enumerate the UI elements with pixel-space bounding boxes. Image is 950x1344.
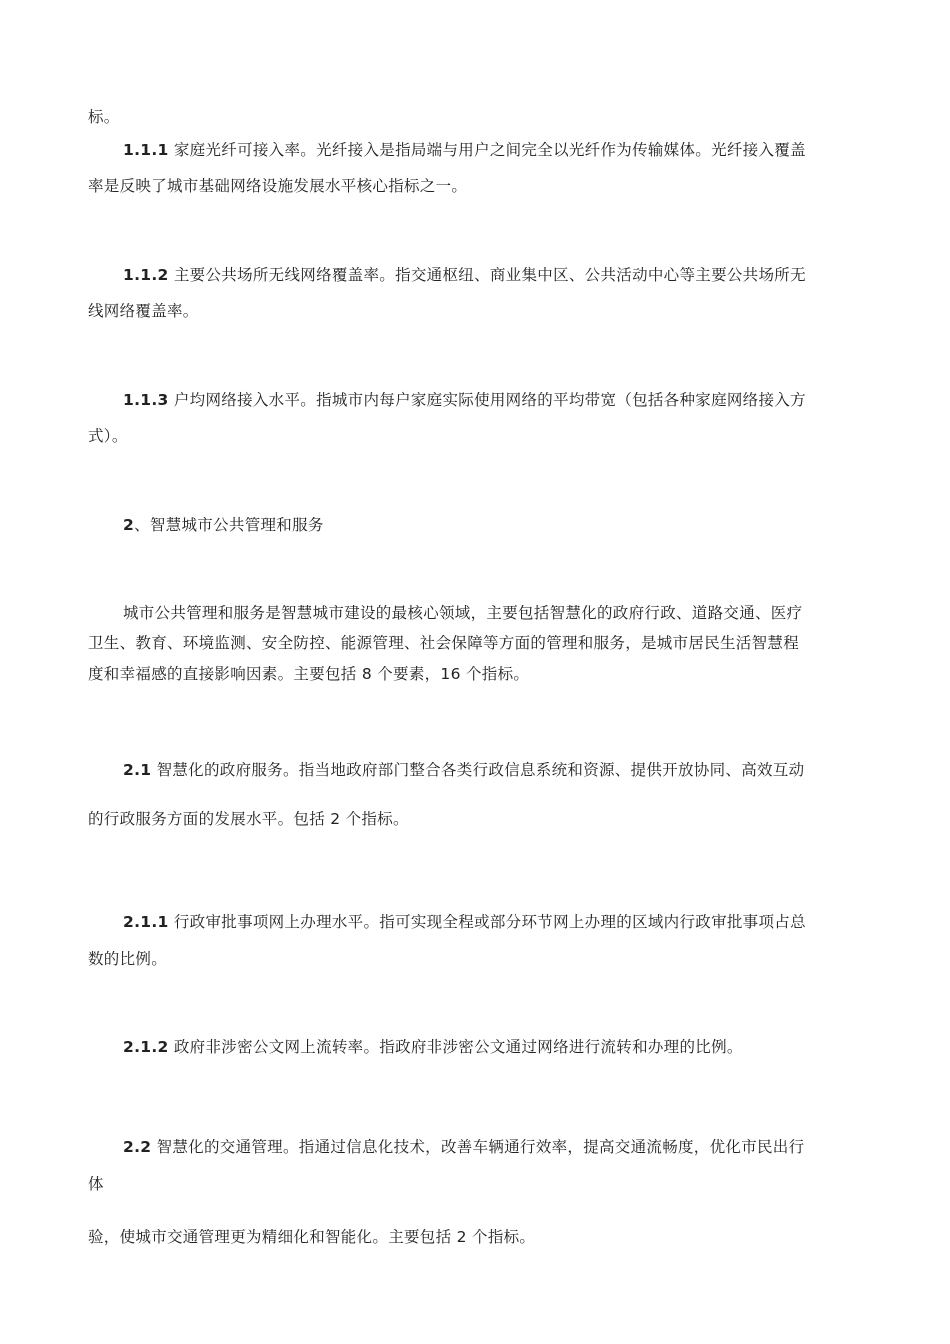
line-text: 验，使城市交通管理更为精细化和智能化。主要包括 2 个指标。 <box>88 1228 536 1246</box>
line-text: 户均网络接入水平。指城市内每户家庭实际使用网络的平均带宽（包括各种家庭网络接入方 <box>168 391 806 409</box>
paragraph-2-intro <box>123 602 802 624</box>
text-line <box>88 425 128 447</box>
text-line <box>88 948 167 970</box>
line-text: 线网络覆盖率。 <box>88 302 199 320</box>
line-text: 、智慧城市公共管理和服务 <box>134 516 324 534</box>
line-text: 政府非涉密公文网上流转率。指政府非涉密公文通过网络进行流转和办理的比例。 <box>168 1038 743 1056</box>
text-line <box>88 663 529 685</box>
line-text: 行政审批事项网上办理水平。指可实现全程或部分环节网上办理的区域内行政审批事项占总 <box>168 913 806 931</box>
line-text: 体 <box>88 1175 104 1193</box>
text-line <box>88 808 409 830</box>
paragraph-2-1 <box>123 759 804 781</box>
section-number: 2.1.1 <box>123 913 169 931</box>
section-number: 1.1.3 <box>123 391 169 409</box>
text-line <box>88 106 120 128</box>
line-text: 度和幸福感的直接影响因素。主要包括 8 个要素，16 个指标。 <box>88 665 530 683</box>
text-line <box>88 1173 104 1195</box>
section-number: 2.1.2 <box>123 1038 169 1056</box>
text-line <box>88 1226 535 1248</box>
text-line <box>88 300 199 322</box>
text-line <box>88 632 799 654</box>
line-text: 数的比例。 <box>88 950 168 968</box>
line-text: 智慧化的交通管理。指通过信息化技术，改善车辆通行效率，提高交通流畅度，优化市民出行 <box>151 1138 805 1156</box>
section-number: 1.1.1 <box>123 141 169 159</box>
text-line <box>88 175 467 197</box>
line-text: 的行政服务方面的发展水平。包括 2 个指标。 <box>88 810 409 828</box>
paragraph-2-2 <box>123 1136 804 1158</box>
line-text: 主要公共场所无线网络覆盖率。指交通枢纽、商业集中区、公共活动中心等主要公共场所无 <box>168 266 806 284</box>
paragraph-1-1-1 <box>123 139 806 161</box>
section-number: 1.1.2 <box>123 266 169 284</box>
line-text: 卫生、教育、环境监测、安全防控、能源管理、社会保障等方面的管理和服务，是城市居民生活智慧程 <box>88 634 800 652</box>
line-text: 式）。 <box>88 427 128 445</box>
section-number: 2 <box>123 516 135 534</box>
paragraph-1-1-3 <box>123 389 806 411</box>
section-number: 2.1 <box>123 761 152 779</box>
line-text: 智慧化的政府服务。指当地政府部门整合各类行政信息系统和资源、提供开放协同、高效互动 <box>151 761 805 779</box>
line-text: 家庭光纤可接入率。光纤接入是指局端与用户之间完全以光纤作为传输媒体。光纤接入覆盖 <box>168 141 806 159</box>
line-text: 标。 <box>88 108 120 126</box>
paragraph-2-1-1 <box>123 911 806 933</box>
paragraph-2-1-2 <box>123 1036 743 1058</box>
section-heading-2 <box>123 514 324 536</box>
section-number: 2.2 <box>123 1138 152 1156</box>
line-text: 率是反映了城市基础网络设施发展水平核心指标之一。 <box>88 177 468 195</box>
line-text: 城市公共管理和服务是智慧城市建设的最核心领域，主要包括智慧化的政府行政、道路交通、医疗 <box>123 604 803 622</box>
paragraph-1-1-2 <box>123 264 806 286</box>
